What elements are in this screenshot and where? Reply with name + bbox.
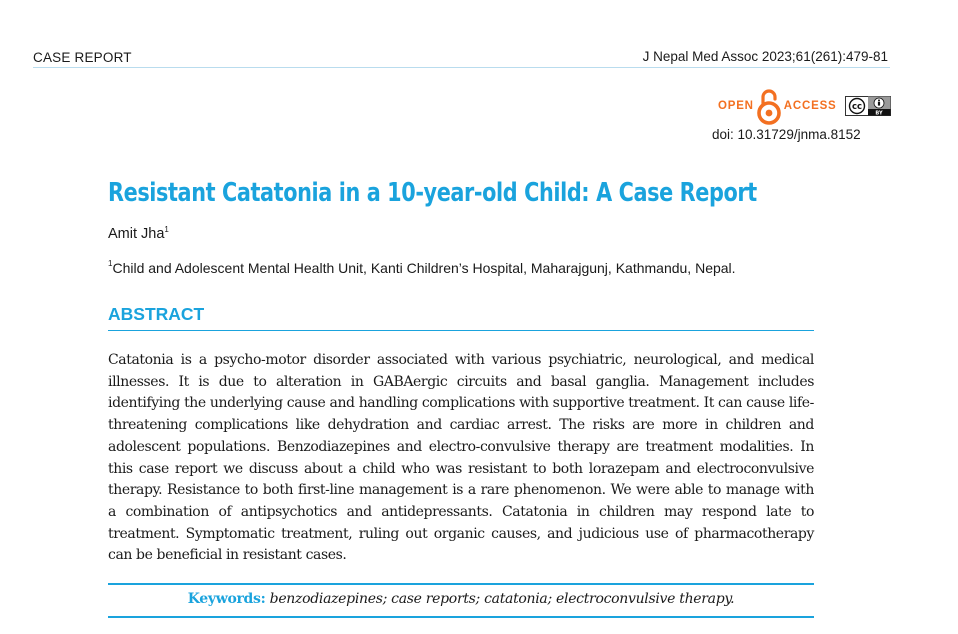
affiliation-line — [108, 260, 736, 276]
keywords-divider-top — [108, 583, 814, 585]
open-access-badge[interactable] — [718, 86, 891, 126]
doi-link[interactable]: doi: 10.31729/jnma.8152 — [712, 127, 861, 142]
abstract-heading: ABSTRACT — [108, 304, 205, 324]
access-label: ACCESS — [783, 100, 837, 112]
keywords-label: Keywords: — [187, 591, 266, 607]
cc-by-icon[interactable] — [845, 96, 891, 116]
by-text: BY — [874, 110, 883, 116]
article-title: Resistant Catatonia in a 10-year-old Child: A Case Report — [108, 178, 757, 208]
journal-citation: J Nepal Med Assoc 2023;61(261):479-81 — [642, 49, 888, 64]
abstract-divider — [108, 330, 814, 331]
header-divider — [33, 67, 890, 68]
abstract-body: Catatonia is a psycho-motor disorder associated with various psychiatric, neurological, and medical illnesses. It is due to alteration in GABAergic circuits and basal ganglia. Management includes identifying the underlying cause and handling complications with supportive treatment. It can cause life-threatening complications like dehydration and cardiac arrest. The risks are more in children and adolescent populations. Benzodiazepines and electro-convulsive therapy are treatment modalities. In this case report we discuss about a child who was resistant to both lorazepam and electroconvulsive therapy. Resistance to both first-line management is a rare phenomenon. We were able to manage with a combination of antipsychotics and antidepressants. Catatonia in children may respond late to treatment. Symptomatic treatment, ruling out organic causes, and judicious use of pharmacotherapy can be beneficial in resistant cases. — [108, 352, 814, 564]
keywords-text: benzodiazepines; case reports; catatonia; electroconvulsive therapy. — [269, 591, 735, 607]
author-line — [108, 226, 169, 242]
author-affiliation-marker: 1 — [164, 225, 169, 234]
affiliation-marker: 1 — [108, 259, 113, 268]
section-label: CASE REPORT — [33, 50, 132, 65]
open-access-lock-icon — [756, 86, 782, 126]
keywords-divider-bottom — [108, 616, 814, 618]
cc-text: cc — [851, 102, 862, 113]
keywords-line — [108, 591, 814, 607]
affiliation-text: Child and Adolescent Mental Health Unit, Kanti Children’s Hospital, Maharajgunj, Kathmandu, Nepal. — [112, 260, 736, 276]
author-name: Amit Jha — [108, 226, 165, 242]
open-label: OPEN — [718, 100, 754, 112]
